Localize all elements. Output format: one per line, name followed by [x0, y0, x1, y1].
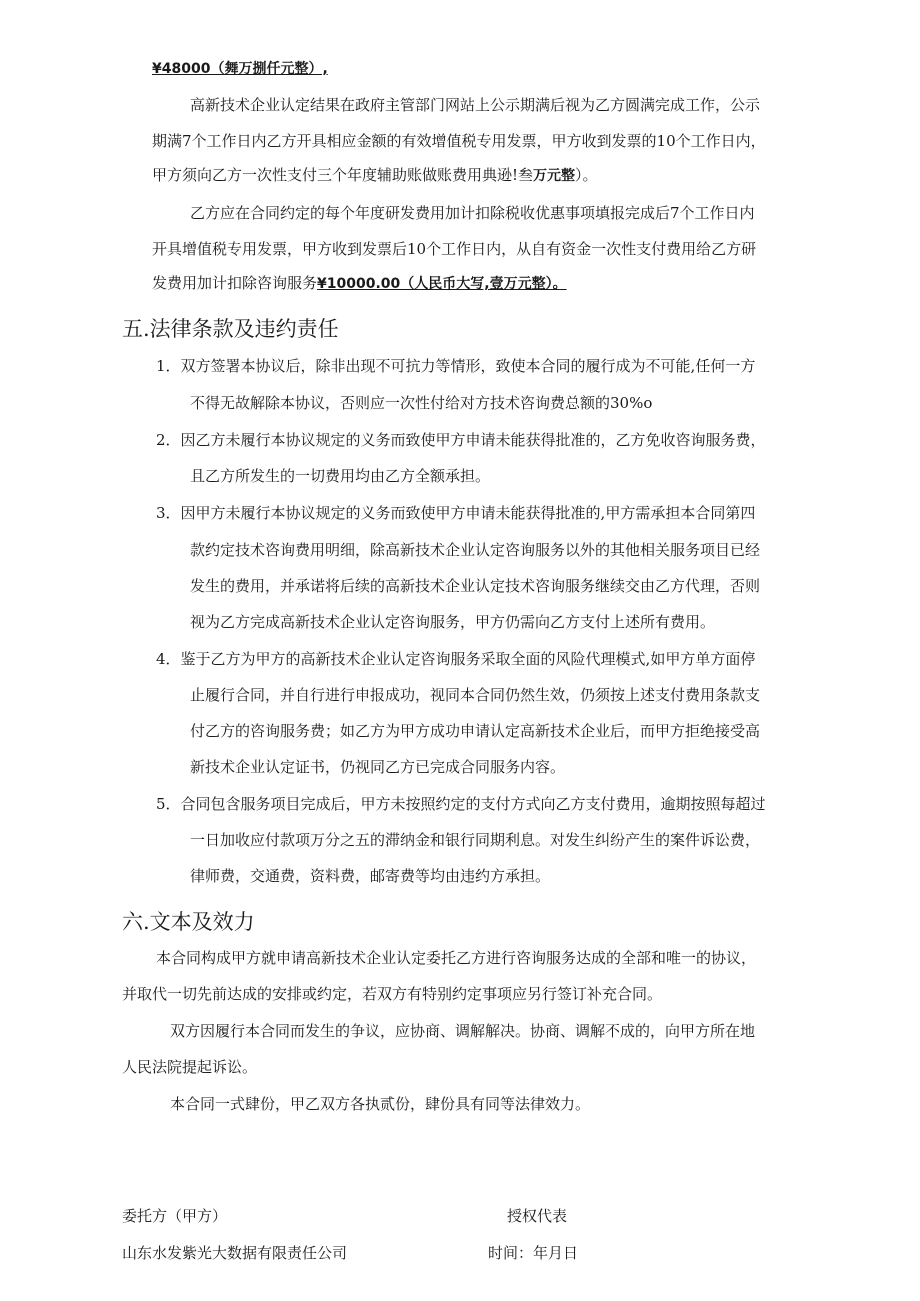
sign-date-label: 时间：年月日 — [488, 1244, 579, 1262]
payment-para1-line3 — [152, 165, 598, 186]
clause-3 — [156, 503, 755, 523]
clause-5 — [156, 794, 766, 814]
clause-number: 3 — [156, 504, 166, 522]
section6-heading: 六.文本及效力 — [122, 910, 255, 934]
section5-heading: 五.法律条款及违约责任 — [122, 317, 339, 341]
payment-para2-line3-text: 发费用加计扣除咨询服务 — [152, 274, 318, 292]
payment-para1-line3-text: 甲方须向乙方一次性支付三个年度辅助账做账费用典逊!叁 — [152, 166, 534, 184]
authorized-rep-label: 授权代表 — [507, 1207, 568, 1225]
clause-number: 1 — [156, 357, 166, 375]
party-a-label: 委托方（甲方） — [122, 1207, 228, 1225]
clause-1 — [156, 356, 755, 376]
party-a-company: 山东水发紫光大数据有限责任公司 — [122, 1244, 348, 1262]
clause-text: ．因甲方未履行本协议规定的义务而致使甲方申请未能获得批准的,甲方需承担本合同第四 — [165, 504, 756, 522]
clause-text: ．合同包含服务项目完成后，甲方未按照约定的支付方式向乙方支付费用，逾期按照每超过 — [165, 795, 766, 813]
payment-para2-line3 — [152, 273, 567, 294]
clause-number: 4 — [156, 650, 166, 668]
payment-para1-close: ）。 — [575, 166, 598, 184]
clause-4 — [156, 649, 755, 669]
clause-text: ．双方签署本协议后，除非出现不可抗力等情形，致使本合同的履行成为不可能,任何一方 — [165, 357, 756, 375]
fee-amount — [152, 59, 328, 79]
section6-para2-line2: 人民法院提起诉讼。 — [122, 1058, 258, 1076]
clause-3-cont2: 发生的费用，并承诺将后续的高新技术企业认定技术咨询服务继续交由乙方代理，否则 — [190, 577, 761, 595]
section6-para3: 本合同一式肆份，甲乙双方各执贰份，肆份具有同等法律效力。 — [170, 1095, 591, 1113]
clause-3-cont1: 款约定技术咨询费用明细，除高新技术企业认定咨询服务以外的其他相关服务项目已经 — [190, 541, 761, 559]
section6-para2-line1: 双方因履行本合同而发生的争议，应协商、调解解决。协商、调解不成的，向甲方所在地 — [170, 1022, 756, 1040]
payment-para1-line1: 高新技术企业认定结果在政府主管部门网站上公示期满后视为乙方圆满完成工作，公示 — [190, 96, 761, 114]
payment-para2-line1: 乙方应在合同约定的每个年度研发费用加计扣除税收优惠事项填报完成后7个工作日内 — [190, 204, 755, 222]
fee-amount-text: ¥48000（舞万捌仟元整）, — [152, 61, 328, 77]
section6-para1-line2: 并取代一切先前达成的安排或约定，若双方有特别约定事项应另行签订补充合同。 — [122, 985, 663, 1003]
clause-3-cont3: 视为乙方完成高新技术企业认定咨询服务，甲方仍需向乙方支付上述所有费用。 — [190, 613, 716, 631]
clause-4-cont2: 付乙方的咨询服务费；如乙方为甲方成功申请认定高新技术企业后，而甲方拒绝接受高 — [190, 722, 761, 740]
clause-4-cont3: 新技术企业认定证书，仍视同乙方已完成合同服务内容。 — [190, 758, 566, 776]
clause-5-cont2: 律师费，交通费，资料费，邮寄费等均由违约方承担。 — [190, 867, 551, 885]
clause-4-cont1: 止履行合同，并自行进行申报成功，视同本合同仍然生效，仍须按上述支付费用条款支 — [190, 686, 761, 704]
clause-text: ．鉴于乙方为甲方的高新技术企业认定咨询服务采取全面的风险代理模式,如甲方单方面停 — [165, 650, 756, 668]
consulting-fee-amount: ¥10000.00（人民币大写,壹万元整）。 — [317, 276, 567, 292]
clause-5-cont1: 一日加收应付款项万分之五的滞纳金和银行同期利息。对发生纠纷产生的案件诉讼费， — [190, 831, 761, 849]
clause-number: 2 — [156, 431, 166, 449]
clause-number: 5 — [156, 795, 166, 813]
clause-text: ．因乙方未履行本协议规定的义务而致使甲方申请未能获得批准的，乙方免收咨询服务费， — [165, 431, 766, 449]
clause-2-cont: 且乙方所发生的一切费用均由乙方全额承担。 — [190, 467, 491, 485]
payment-para2-line2: 开具增值税专用发票，甲方收到发票后10个工作日内，从自有资金一次性支付费用给乙方研 — [152, 240, 757, 258]
clause-2 — [156, 430, 766, 450]
payment-para1-line2: 期满7个工作日内乙方开具相应金额的有效增值税专用发票，甲方收到发票的10个工作日内， — [152, 132, 766, 150]
section6-para1-line1: 本合同构成甲方就申请高新技术企业认定委托乙方进行咨询服务达成的全部和唯一的协议， — [156, 949, 757, 967]
payment-para1-amount: 万元整 — [533, 168, 576, 184]
clause-1-cont: 不得无故解除本协议，否则应一次性付给对方技术咨询费总额的30%o — [190, 394, 653, 412]
